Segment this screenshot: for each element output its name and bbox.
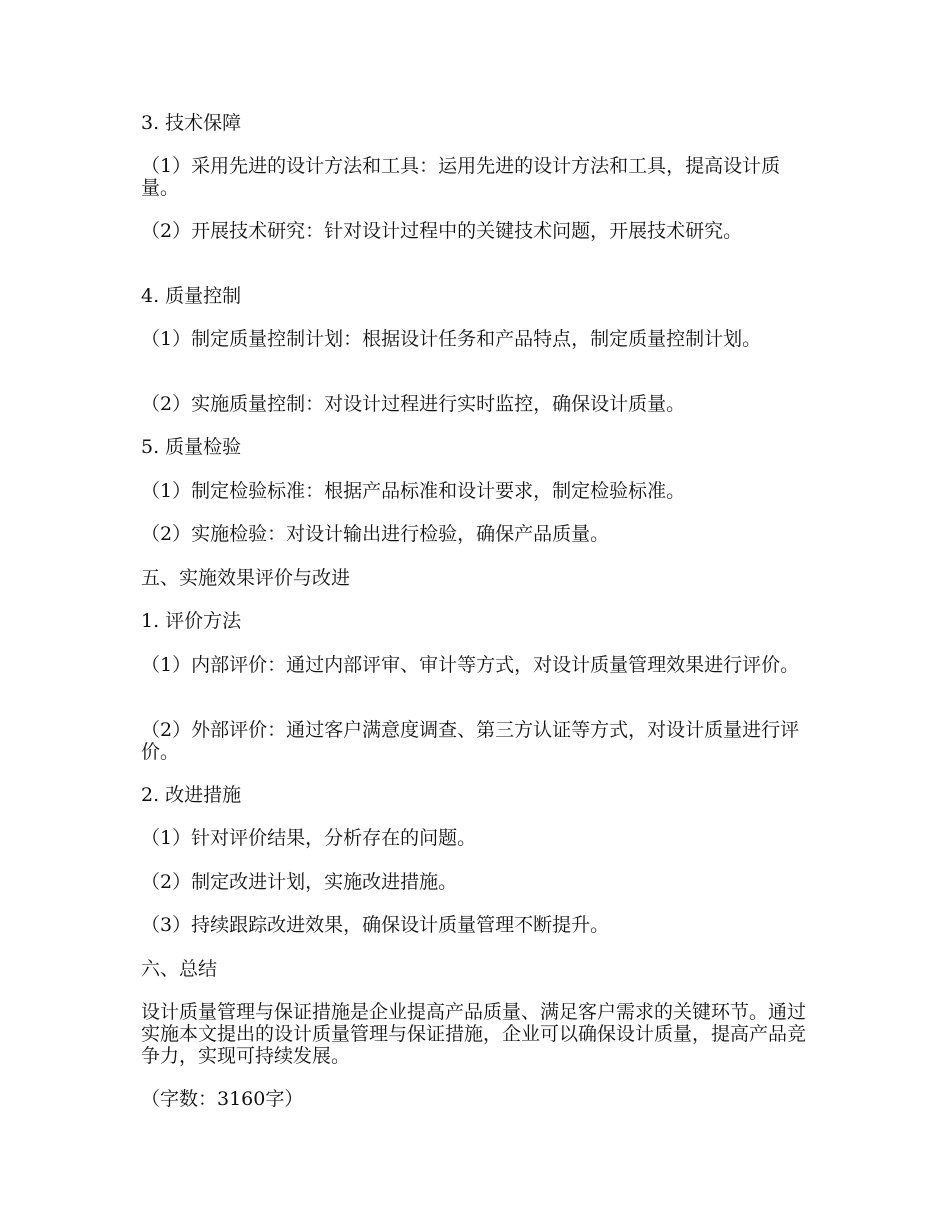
paragraph: （1）制定检验标准：根据产品标准和设计要求，制定检验标准。 [141, 480, 686, 502]
paragraph: （2）开展技术研究：针对设计过程中的关键技术问题，开展技术研究。 [141, 220, 743, 242]
paragraph: （2）外部评价：通过客户满意度调查、第三方认证等方式，对设计质量进行评价。 [141, 719, 800, 763]
paragraph: （1）内部评价：通过内部评审、审计等方式，对设计质量管理效果进行评价。 [141, 654, 800, 676]
section-heading-quality-inspection: 5. 质量检验 [141, 436, 242, 458]
paragraph: （1）针对评价结果，分析存在的问题。 [141, 827, 477, 849]
paragraph: （2）制定改进计划，实施改进措施。 [141, 871, 458, 893]
paragraph: （1）制定质量控制计划：根据设计任务和产品特点，制定质量控制计划。 [141, 328, 762, 350]
paragraph: （3）持续跟踪改进效果，确保设计质量管理不断提升。 [141, 914, 610, 936]
section-heading-quality-control: 4. 质量控制 [141, 285, 242, 307]
paragraph: （1）采用先进的设计方法和工具：运用先进的设计方法和工具，提高设计质量。 [141, 155, 781, 199]
section-heading-evaluation-methods: 1. 评价方法 [141, 610, 242, 632]
paragraph: （2）实施检验：对设计输出进行检验，确保产品质量。 [141, 523, 610, 545]
section-heading-improvement: 2. 改进措施 [141, 784, 242, 806]
word-count-note: （字数：3160字） [141, 1088, 304, 1110]
chapter-heading-evaluation: 五、实施效果评价与改进 [141, 567, 351, 589]
paragraph: （2）实施质量控制：对设计过程进行实时监控，确保设计质量。 [141, 393, 686, 415]
paragraph: 设计质量管理与保证措施是企业提高产品质量、满足客户需求的关键环节。通过实施本文提出的设计质量管理与保证措施，企业可以确保设计质量，提高产品竞争力，实现可持续发展。 [141, 1001, 807, 1067]
chapter-heading-summary: 六、总结 [141, 958, 218, 980]
section-heading-technical-support: 3. 技术保障 [141, 112, 242, 134]
